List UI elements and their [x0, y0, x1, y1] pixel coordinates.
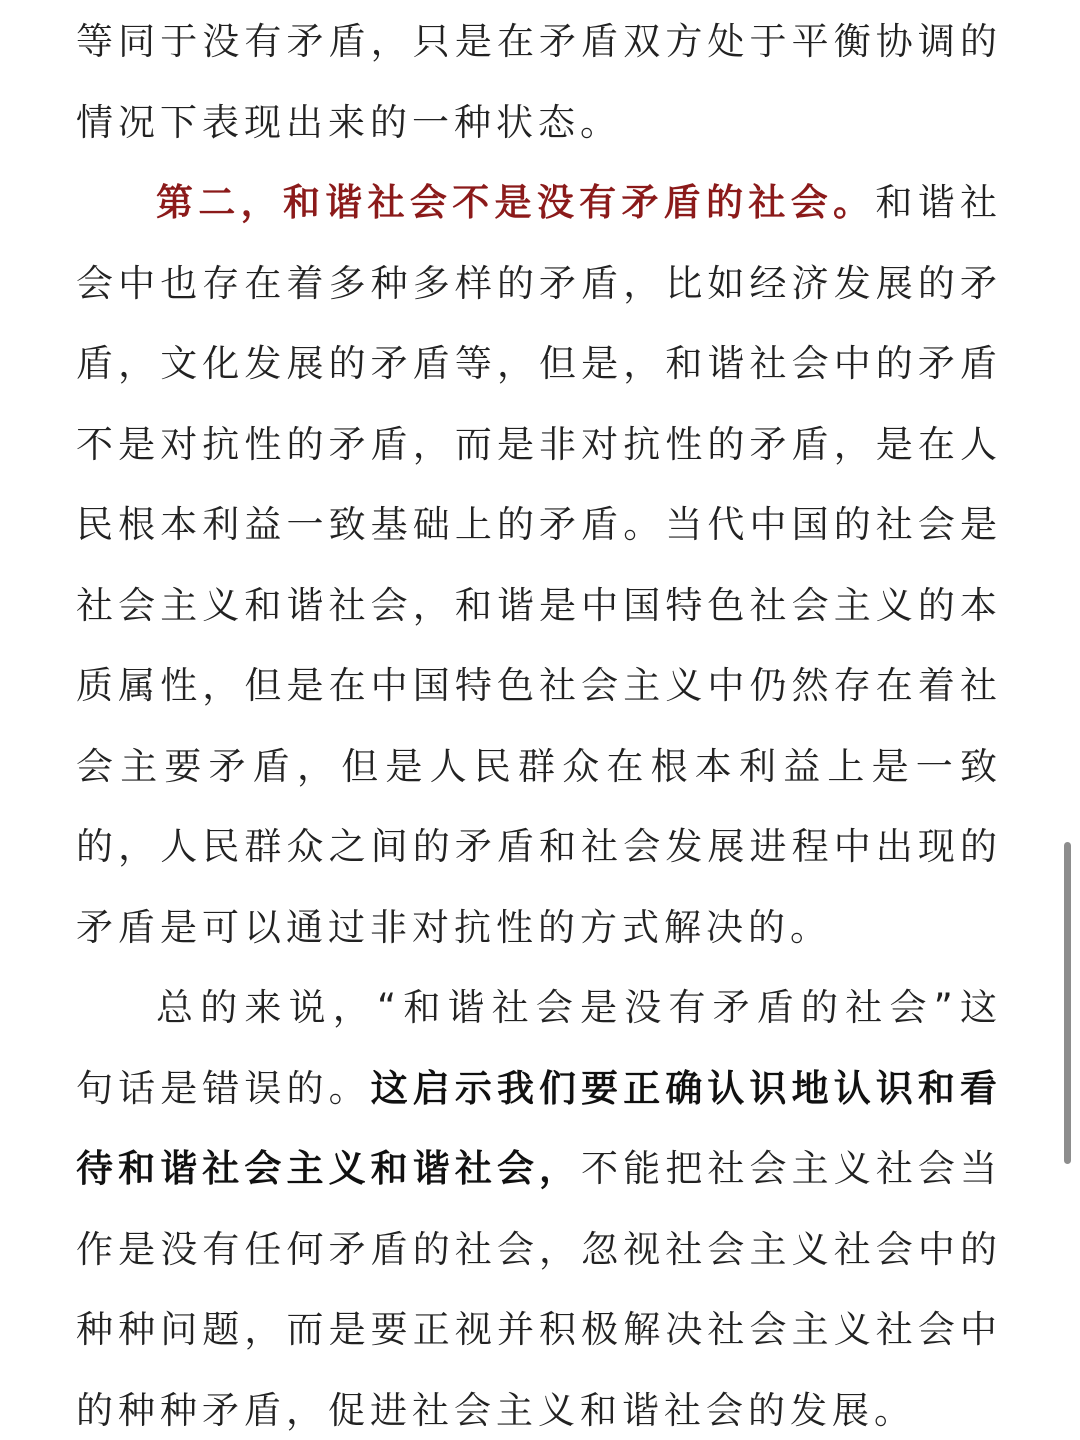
- paragraph-3: [76, 968, 1002, 1440]
- scrollbar-thumb[interactable]: [1064, 842, 1071, 1164]
- paragraph-3-lead-text: 总的来说，“和谐社会是没有矛盾的社会”这句话是错误的。: [76, 986, 1002, 1110]
- paragraph-1-text: 等同于没有矛盾，只是在矛盾双方处于平衡协调的情况下表现出来的一种状态。: [76, 20, 1002, 144]
- paragraph-2: [76, 163, 1002, 968]
- paragraph-1: [76, 2, 1002, 163]
- paragraph-2-text: 和谐社会中也存在着多种多样的矛盾，比如经济发展的矛盾，文化发展的矛盾等，但是，和谐社会中的矛盾不是对抗性的矛盾，而是非对抗性的矛盾，是在人民根本利益一致基础上的矛盾。当代中国的社会是社会主义和谐社会，和谐是中国特色社会主义的本质属性，但是在中国特色社会主义中仍然存在着社会主要矛盾，但是人民群众在根本利益上是一致的，人民群众之间的矛盾和社会发展进程中出现的矛盾是可以通过非对抗性的方式解决的。: [76, 181, 1002, 949]
- highlighted-heading-text: 第二，和谐社会不是没有矛盾的社会。: [156, 181, 876, 224]
- bold-emphasis-text: 这启示我们要正确认识地认识和看待和谐社会主义和谐社会，: [76, 1066, 1002, 1190]
- paragraph-3-text: 不能把社会主义社会当作是没有任何矛盾的社会，忽视社会主义社会中的种种问题，而是要正视并积极解决社会主义社会中的种种矛盾，促进社会主义和谐社会的发展。: [76, 1147, 1002, 1432]
- article-body: [76, 0, 1002, 1440]
